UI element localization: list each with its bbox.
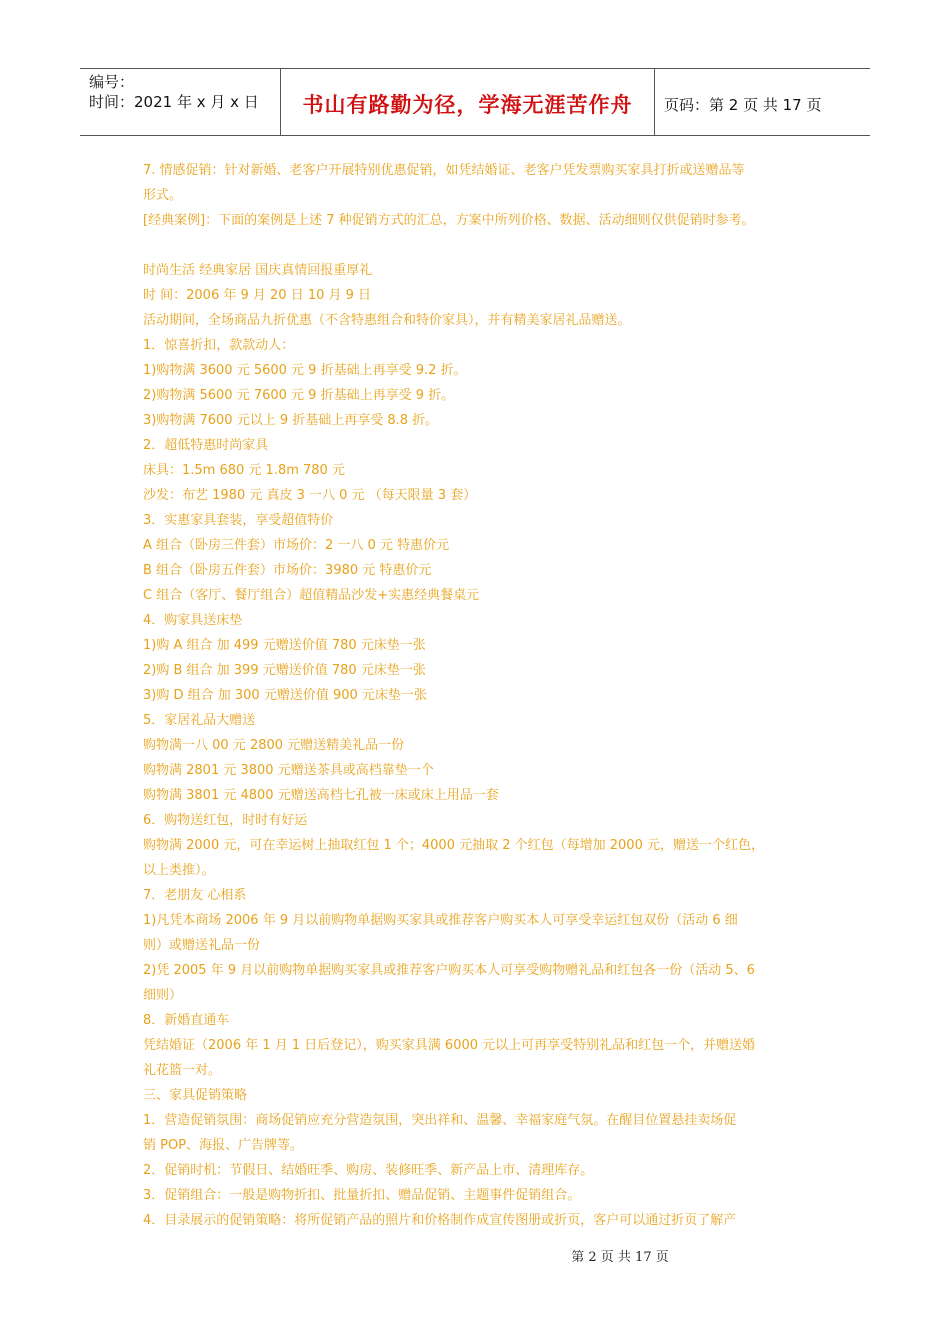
body-line: 则）或赠送礼品一份	[143, 938, 261, 953]
body-line: 购物满 2801 元 3800 元赠送茶具或高档靠垫一个	[143, 763, 434, 778]
campaign-title: 时尚生活 经典家居 国庆真情回报重厚礼	[143, 263, 373, 278]
body-line: 以上类推）。	[143, 863, 215, 878]
body-line: 2)购 B 组合 加 399 元赠送价值 780 元床垫一张	[143, 663, 426, 678]
body-line: 活动期间，全场商品九折优惠（不含特惠组合和特价家具），并有精美家居礼品赠送。	[143, 313, 631, 328]
body-line: 3)购 D 组合 加 300 元赠送价值 900 元床垫一张	[143, 688, 427, 703]
chapter-heading: 三、家具促销策略	[143, 1088, 248, 1103]
body-line: 1)购物满 3600 元 5600 元 9 折基础上再享受 9.2 折。	[143, 363, 467, 378]
body-line: 3)购物满 7600 元以上 9 折基础上再享受 8.8 折。	[143, 413, 439, 428]
body-line: 1)凡凭本商场 2006 年 9 月以前购物单据购买家具或推荐客户购买本人可享受幸运红包双份（活动 6 细	[143, 913, 738, 928]
header-motto: 书山有路勤为径，学海无涯苦作舟	[302, 92, 633, 117]
body-line: 2．促销时机：节假日、结婚旺季、购房、装修旺季、新产品上市、清理库存。	[143, 1163, 594, 1178]
body-line: 沙发：布艺 1980 元 真皮 3 一八 0 元 （每天限量 3 套）	[143, 488, 477, 503]
body-line: 购物满一八 00 元 2800 元赠送精美礼品一份	[143, 738, 405, 753]
body-line: 购物满 3801 元 4800 元赠送高档七孔被一床或床上用品一套	[143, 788, 499, 803]
body-line: 2)凭 2005 年 9 月以前购物单据购买家具或推荐客户购买本人可享受购物赠礼品和红包各一份（活动 5、6	[143, 963, 755, 978]
body-line: 4．目录展示的促销策略：将所促销产品的照片和价格制作成宣传图册或折页，客户可以通过折页了解产	[143, 1213, 737, 1228]
section-heading: 2．超低特惠时尚家具	[143, 438, 269, 453]
body-line: C 组合（客厅、餐厅组合）超值精品沙发+实惠经典餐桌元	[143, 588, 480, 603]
section-heading: 7．老朋友 心相系	[143, 888, 247, 903]
body-line: 购物满 2000 元，可在幸运树上抽取红包 1 个；4000 元抽取 2 个红包（每增加 2000 元，赠送一个红色，	[143, 838, 764, 853]
body-line: 床具：1.5m 680 元 1.8m 780 元	[143, 463, 345, 478]
body-line: 1)购 A 组合 加 499 元赠送价值 780 元床垫一张	[143, 638, 426, 653]
body-line: 3．促销组合：一般是购物折扣、批量折扣、赠品促销、主题事件促销组合。	[143, 1188, 581, 1203]
header-motto-cell	[281, 69, 655, 135]
body-line: 凭结婚证（2006 年 1 月 1 日后登记），购买家具满 6000 元以上可再享受特别礼品和红包一个，并赠送婚	[143, 1038, 756, 1053]
section-heading: 5．家居礼品大赠送	[143, 713, 256, 728]
body-line: A 组合（卧房三件套）市场价：2 一八 0 元 特惠价元	[143, 538, 450, 553]
document-date-label: 时间：2021 年 x 月 x 日	[89, 93, 259, 111]
body-line: B 组合（卧房五件套）市场价：3980 元 特惠价元	[143, 563, 432, 578]
header-info-cell	[80, 69, 281, 135]
header-page-cell	[655, 69, 870, 135]
section-heading: 8．新婚直通车	[143, 1013, 230, 1028]
body-line: 时 间：2006 年 9 月 20 日 10 月 9 日	[143, 288, 372, 303]
document-number-label: 编号：	[89, 73, 135, 91]
body-line: 礼花篮一对。	[143, 1063, 222, 1078]
section-heading: 1．惊喜折扣，款款动人：	[143, 338, 295, 353]
body-line: 7. 情感促销：针对新婚、老客户开展特别优惠促销，如凭结婚证、老客户凭发票购买家具打折或送赠品等	[143, 163, 745, 178]
section-heading: 6．购物送红包，时时有好运	[143, 813, 308, 828]
body-line: 2)购物满 5600 元 7600 元 9 折基础上再享受 9 折。	[143, 388, 455, 403]
body-line: [经典案例]：下面的案例是上述 7 种促销方式的汇总，方案中所列价格、数据、活动细则仅供促销时参考。	[143, 213, 755, 228]
page-header	[80, 68, 870, 136]
body-line: 1．营造促销氛围：商场促销应充分营造氛围，突出祥和、温馨、幸福家庭气氛。在醒目位置悬挂卖场促	[143, 1113, 737, 1128]
body-line: 细则）	[143, 988, 183, 1003]
body-line: 形式。	[143, 188, 183, 203]
section-heading: 4．购家具送床垫	[143, 613, 243, 628]
section-heading: 3．实惠家具套装，享受超值特价	[143, 513, 334, 528]
header-page-info: 页码：第 2 页 共 17 页	[664, 96, 822, 114]
body-line: 销 POP、海报、广告牌等。	[143, 1138, 304, 1153]
blank-line	[143, 233, 813, 258]
document-body	[143, 158, 813, 1233]
page-footer: 第 2 页 共 17 页	[571, 1250, 669, 1265]
